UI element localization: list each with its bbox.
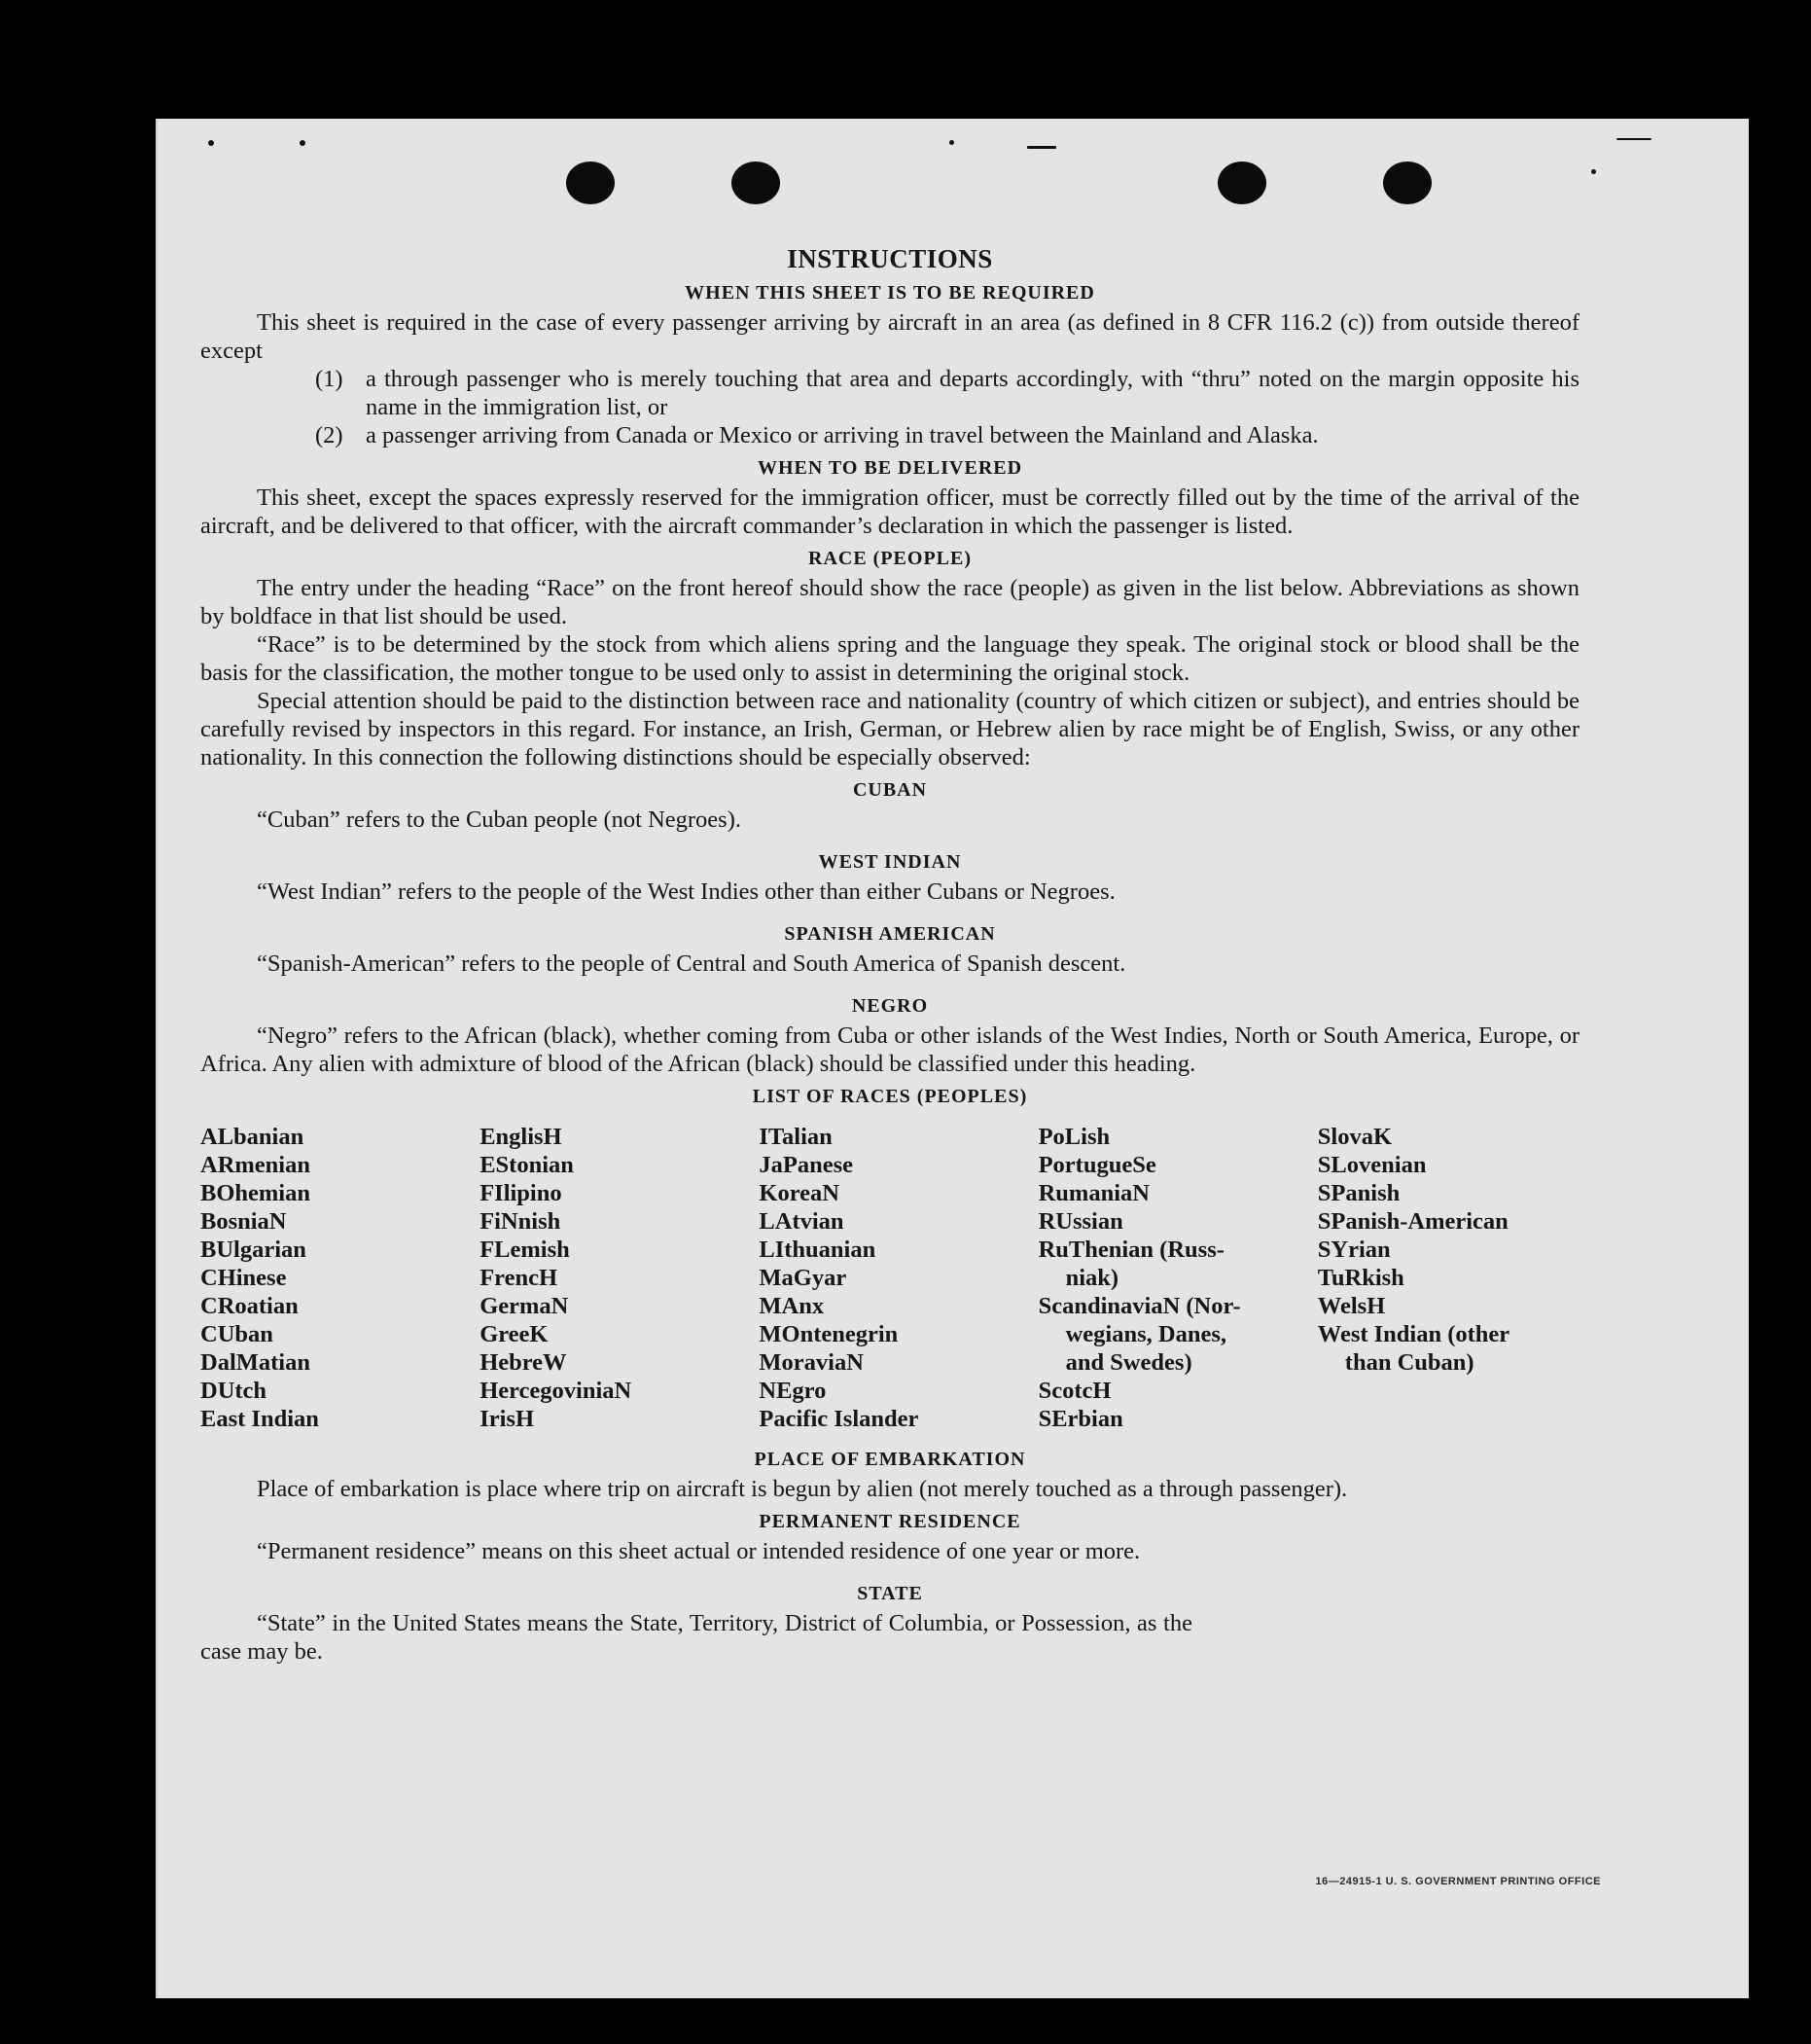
race-entry: MoraviaN [759,1349,864,1376]
section-paragraph: “West Indian” refers to the people of the West Indies other than either Cubans or Negroes. [257,879,1116,905]
exception-item [315,365,1580,421]
race-entry: DalMatian [200,1349,310,1376]
punch-hole [1383,161,1432,204]
race-entry: LAtvian [759,1208,844,1235]
dash-mark [1027,146,1056,149]
section-heading: WHEN TO BE DELIVERED [757,457,1023,479]
race-entry: HebreW [479,1349,567,1376]
race-entry: East Indian [200,1406,319,1432]
races-heading: LIST OF RACES (PEOPLES) [752,1086,1028,1107]
section-heading: PERMANENT RESIDENCE [759,1511,1021,1532]
section-heading: WEST INDIAN [818,851,962,873]
race-entry: ScandinaviaN (Nor- [1038,1293,1241,1319]
race-entry: SlovaK [1317,1124,1393,1150]
race-entry: SLovenian [1317,1152,1427,1178]
race-entry: HercegoviniaN [479,1378,632,1404]
race-entry: BosniaN [200,1208,287,1235]
race-entry: RumaniaN [1038,1180,1150,1206]
speck-mark [208,140,214,146]
races-column [200,1123,462,1433]
footer-print-code: 16—24915-1 U. S. GOVERNMENT PRINTING OFFICE [1315,1876,1601,1887]
race-entry: SYrian [1317,1237,1391,1263]
race-entry: BOhemian [200,1180,310,1206]
race-entry: EStonian [479,1152,574,1178]
exception-item [315,421,1580,449]
race-entry: ScotcH [1038,1378,1112,1404]
section-paragraph: “Race” is to be determined by the stock from which aliens spring and the language they speak. The original stock or blood shall be the basis for the classification, the mother tongue to be used only to assist in determining the original stock. [200,631,1580,686]
section-paragraph: The entry under the heading “Race” on the front hereof should show the race (people) as given in the list below. Abbreviations as shown by boldface in that list should be used. [200,575,1580,629]
race-entry: FIlipino [479,1180,562,1206]
instruction-sheet [156,119,1749,1998]
race-entry: MaGyar [759,1265,847,1291]
races-list [200,1123,1580,1433]
punch-hole [1218,161,1266,204]
race-entry: PortugueSe [1038,1152,1156,1178]
race-entry: FLemish [479,1237,570,1263]
race-entry: PoLish [1038,1124,1111,1150]
item-text: a passenger arriving from Canada or Mexico or arriving in travel between the Mainland and Alaska. [366,422,1319,448]
race-entry: Pacific Islander [759,1406,919,1432]
race-entry-continued: wegians, Danes, [1065,1321,1226,1347]
section-paragraph: Special attention should be paid to the distinction between race and nationality (country of which citizen or subject), and entries should be carefully revised by inspectors in this regard. For instance, an Irish, German, or Hebrew alien by race might be of English, Swiss, or any other nationality. In this connection the following distinctions should be especially observed: [200,688,1580,771]
punch-hole [566,161,615,204]
race-entry: ALbanian [200,1124,304,1150]
race-entry: KoreaN [759,1180,839,1206]
speck-mark [300,140,305,146]
page-title: INSTRUCTIONS [787,244,993,273]
race-entry-continued: than Cuban) [1344,1349,1474,1376]
race-entry: JaPanese [759,1152,854,1178]
speck-mark [949,140,954,145]
race-entry: DUtch [200,1378,267,1404]
section-paragraph: Place of embarkation is place where trip on aircraft is begun by alien (not merely touched as a through passenger). [257,1476,1348,1502]
races-column [759,1123,1020,1433]
section-heading: SPANISH AMERICAN [784,923,996,945]
race-entry: GreeK [479,1321,549,1347]
section-paragraph: “Negro” refers to the African (black), whether coming from Cuba or other islands of the West Indies, North or South America, Europe, or Africa. Any alien with admixture of blood of the African (black) should be classified under this heading. [200,1022,1580,1077]
race-entry: SPanish-American [1317,1208,1509,1235]
item-number: (2) [315,422,343,448]
race-entry-continued: and Swedes) [1065,1349,1192,1376]
race-entry: GermaN [479,1293,569,1319]
section-paragraph: “Cuban” refers to the Cuban people (not Negroes). [257,807,741,833]
speck-mark [1591,169,1596,174]
section-paragraph: “State” in the United States means the State, Territory, District of Columbia, or Possession, as the case may be. [200,1610,1192,1665]
race-entry: NEgro [759,1378,827,1404]
races-column [479,1123,741,1433]
section-heading: WHEN THIS SHEET IS TO BE REQUIRED [685,282,1095,304]
race-entry: ARmenian [200,1152,310,1178]
punch-hole [731,161,780,204]
race-entry: SPanish [1317,1180,1401,1206]
section-heading: PLACE OF EMBARKATION [754,1449,1026,1470]
instructions-content [200,243,1580,1666]
race-entry: FiNnish [479,1208,561,1235]
race-entry: ITalian [759,1124,833,1150]
section-heading: RACE (PEOPLE) [808,548,972,569]
races-column [1318,1123,1580,1433]
race-entry: CHinese [200,1265,287,1291]
race-entry: EnglisH [479,1124,562,1150]
race-entry: RUssian [1038,1208,1123,1235]
section-paragraph: “Spanish-American” refers to the people of Central and South America of Spanish descent. [257,950,1126,977]
race-entry: IrisH [479,1406,534,1432]
item-text: a through passenger who is merely touching that area and departs accordingly, with “thru” noted on the margin opposite his name in the immigration list, or [366,366,1580,420]
race-entry: MAnx [759,1293,825,1319]
dash-mark [1616,138,1651,140]
section-heading: STATE [857,1583,923,1604]
section-paragraph: “Permanent residence” means on this sheet actual or intended residence of one year or more. [257,1538,1141,1564]
race-entry: WelsH [1317,1293,1386,1319]
race-entry: FrencH [479,1265,558,1291]
section-paragraph: This sheet is required in the case of every passenger arriving by aircraft in an area (as defined in 8 CFR 116.2 (c)) from outside thereof except [200,309,1580,364]
race-entry: TuRkish [1317,1265,1404,1291]
race-entry: CRoatian [200,1293,299,1319]
race-entry: CUban [200,1321,273,1347]
races-column [1039,1123,1300,1433]
race-entry: West Indian (other [1317,1321,1510,1347]
section-paragraph: This sheet, except the spaces expressly reserved for the immigration officer, must be correctly filled out by the time of the arrival of the aircraft, and be delivered to that officer, with the aircraft commander’s declaration in which the passenger is listed. [200,484,1580,539]
race-entry: MOntenegrin [759,1321,899,1347]
item-number: (1) [315,366,343,392]
race-entry: SErbian [1038,1406,1123,1432]
race-entry: LIthuanian [759,1237,876,1263]
race-entry: BUlgarian [200,1237,306,1263]
race-entry: RuThenian (Russ- [1038,1237,1225,1263]
section-heading: CUBAN [852,779,928,801]
race-entry-continued: niak) [1065,1265,1119,1291]
section-heading: NEGRO [851,995,929,1017]
